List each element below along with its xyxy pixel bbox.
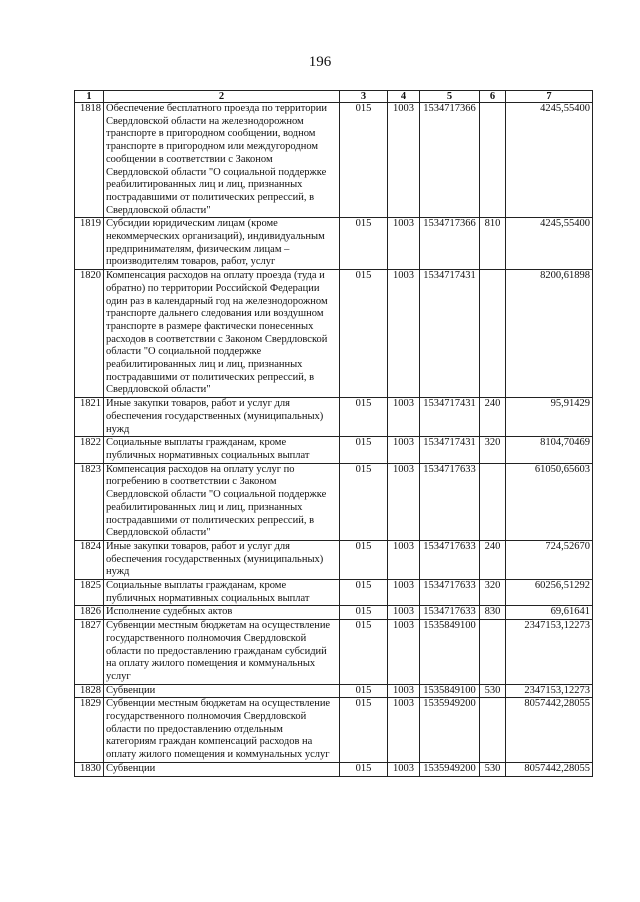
expense-type-cell: 530: [480, 762, 506, 776]
department-code-cell: 015: [340, 620, 388, 685]
expense-type-cell: [480, 463, 506, 540]
row-number-cell: 1828: [75, 684, 104, 698]
expense-name-cell: Субвенции местным бюджетам на осуществление государственного полномочия Свердловской области по предоставлению гражданам субсидий на оплату жилого помещения и коммунальных услуг: [104, 620, 340, 685]
department-code-cell: 015: [340, 103, 388, 218]
amount-cell: 95,91429: [506, 398, 593, 437]
amount-cell: 8104,70469: [506, 437, 593, 463]
target-article-cell: 1534717366: [420, 103, 480, 218]
column-header: 4: [388, 91, 420, 103]
column-header: 3: [340, 91, 388, 103]
expense-name-cell: Компенсация расходов на оплату проезда (туда и обратно) по территории Российской Федерации один раз в календарный год на железнодорожном транспорте дальнего следования или воздушном транспорте в размере фактически понесенных расходов в соответствии с Законом Свердловской области "О социальной поддержке реабилитированных лиц и лиц, признанных пострадавшими от политических репрессий, в Свердловской области": [104, 270, 340, 398]
expense-type-cell: 320: [480, 580, 506, 606]
expense-name-cell: Социальные выплаты гражданам, кроме публичных нормативных социальных выплат: [104, 580, 340, 606]
table-row: [75, 580, 593, 606]
table-row: [75, 103, 593, 218]
amount-cell: 8057442,28055: [506, 698, 593, 763]
department-code-cell: 015: [340, 463, 388, 540]
section-code-cell: 1003: [388, 437, 420, 463]
table-header-row: [75, 91, 593, 103]
expense-type-cell: 240: [480, 398, 506, 437]
row-number-cell: 1824: [75, 540, 104, 579]
table-row: [75, 620, 593, 685]
amount-cell: 60256,51292: [506, 580, 593, 606]
row-number-cell: 1823: [75, 463, 104, 540]
expense-name-cell: Социальные выплаты гражданам, кроме публичных нормативных социальных выплат: [104, 437, 340, 463]
table-row: [75, 762, 593, 776]
expense-type-cell: 240: [480, 540, 506, 579]
expense-name-cell: Субсидии юридическим лицам (кроме некоммерческих организаций), индивидуальным предпринимателям, физическим лицам – производителям товаров, работ, услуг: [104, 218, 340, 270]
target-article-cell: 1534717431: [420, 270, 480, 398]
section-code-cell: 1003: [388, 218, 420, 270]
expense-name-cell: Субвенции: [104, 762, 340, 776]
expense-name-cell: Компенсация расходов на оплату услуг по погребению в соответствии с Законом Свердловской области "О социальной поддержке реабилитированных лиц и лиц, признанных пострадавшими от политических репрессий, в Свердловской области": [104, 463, 340, 540]
row-number-cell: 1822: [75, 437, 104, 463]
amount-cell: 8057442,28055: [506, 762, 593, 776]
table-row: [75, 698, 593, 763]
expense-name-cell: Субвенции местным бюджетам на осуществление государственного полномочия Свердловской области по предоставлению отдельным категориям граждан компенсаций расходов на оплату жилого помещения и коммунальных услуг: [104, 698, 340, 763]
target-article-cell: 1535949200: [420, 698, 480, 763]
column-header: 7: [506, 91, 593, 103]
row-number-cell: 1826: [75, 606, 104, 620]
department-code-cell: 015: [340, 398, 388, 437]
row-number-cell: 1819: [75, 218, 104, 270]
column-header: 2: [104, 91, 340, 103]
amount-cell: 724,52670: [506, 540, 593, 579]
row-number-cell: 1821: [75, 398, 104, 437]
expense-type-cell: [480, 270, 506, 398]
expense-type-cell: [480, 620, 506, 685]
row-number-cell: 1830: [75, 762, 104, 776]
section-code-cell: 1003: [388, 103, 420, 218]
row-number-cell: 1818: [75, 103, 104, 218]
amount-cell: 4245,55400: [506, 103, 593, 218]
section-code-cell: 1003: [388, 620, 420, 685]
table-row: [75, 218, 593, 270]
department-code-cell: 015: [340, 218, 388, 270]
section-code-cell: 1003: [388, 270, 420, 398]
table-row: [75, 270, 593, 398]
section-code-cell: 1003: [388, 698, 420, 763]
column-header: 5: [420, 91, 480, 103]
department-code-cell: 015: [340, 762, 388, 776]
section-code-cell: 1003: [388, 398, 420, 437]
column-header: 6: [480, 91, 506, 103]
department-code-cell: 015: [340, 270, 388, 398]
section-code-cell: 1003: [388, 762, 420, 776]
target-article-cell: 1534717633: [420, 540, 480, 579]
expense-type-cell: [480, 103, 506, 218]
target-article-cell: 1535849100: [420, 684, 480, 698]
expense-name-cell: Обеспечение бесплатного проезда по территории Свердловской области на железнодорожном транспорте в пригородном сообщении, водном транспорте в пригородном или междугородном сообщении в соответствии с Законом Свердловской области "О социальной поддержке реабилитированных лиц и лиц, признанных пострадавшими от политических репрессий, в Свердловской области": [104, 103, 340, 218]
target-article-cell: 1534717633: [420, 606, 480, 620]
expense-type-cell: 810: [480, 218, 506, 270]
table-row: [75, 437, 593, 463]
department-code-cell: 015: [340, 698, 388, 763]
amount-cell: 8200,61898: [506, 270, 593, 398]
row-number-cell: 1827: [75, 620, 104, 685]
expense-name-cell: Исполнение судебных актов: [104, 606, 340, 620]
expense-name-cell: Иные закупки товаров, работ и услуг для обеспечения государственных (муниципальных) нужд: [104, 398, 340, 437]
amount-cell: 2347153,12273: [506, 620, 593, 685]
target-article-cell: 1534717633: [420, 580, 480, 606]
section-code-cell: 1003: [388, 606, 420, 620]
table-row: [75, 606, 593, 620]
table-body: [75, 103, 593, 777]
target-article-cell: 1534717633: [420, 463, 480, 540]
row-number-cell: 1825: [75, 580, 104, 606]
section-code-cell: 1003: [388, 463, 420, 540]
target-article-cell: 1534717431: [420, 398, 480, 437]
table-row: [75, 540, 593, 579]
table-row: [75, 684, 593, 698]
table-row: [75, 398, 593, 437]
row-number-cell: 1820: [75, 270, 104, 398]
amount-cell: 4245,55400: [506, 218, 593, 270]
amount-cell: 61050,65603: [506, 463, 593, 540]
target-article-cell: 1534717431: [420, 437, 480, 463]
expense-type-cell: 320: [480, 437, 506, 463]
section-code-cell: 1003: [388, 540, 420, 579]
budget-table: [74, 90, 593, 777]
amount-cell: 69,61641: [506, 606, 593, 620]
target-article-cell: 1535849100: [420, 620, 480, 685]
department-code-cell: 015: [340, 684, 388, 698]
page-number: 196: [308, 54, 332, 70]
department-code-cell: 015: [340, 437, 388, 463]
department-code-cell: 015: [340, 606, 388, 620]
expense-name-cell: Субвенции: [104, 684, 340, 698]
target-article-cell: 1534717366: [420, 218, 480, 270]
row-number-cell: 1829: [75, 698, 104, 763]
department-code-cell: 015: [340, 540, 388, 579]
column-header: 1: [75, 91, 104, 103]
target-article-cell: 1535949200: [420, 762, 480, 776]
table-row: [75, 463, 593, 540]
expense-type-cell: 530: [480, 684, 506, 698]
section-code-cell: 1003: [388, 684, 420, 698]
section-code-cell: 1003: [388, 580, 420, 606]
expense-name-cell: Иные закупки товаров, работ и услуг для обеспечения государственных (муниципальных) нужд: [104, 540, 340, 579]
expense-type-cell: 830: [480, 606, 506, 620]
expense-type-cell: [480, 698, 506, 763]
amount-cell: 2347153,12273: [506, 684, 593, 698]
department-code-cell: 015: [340, 580, 388, 606]
